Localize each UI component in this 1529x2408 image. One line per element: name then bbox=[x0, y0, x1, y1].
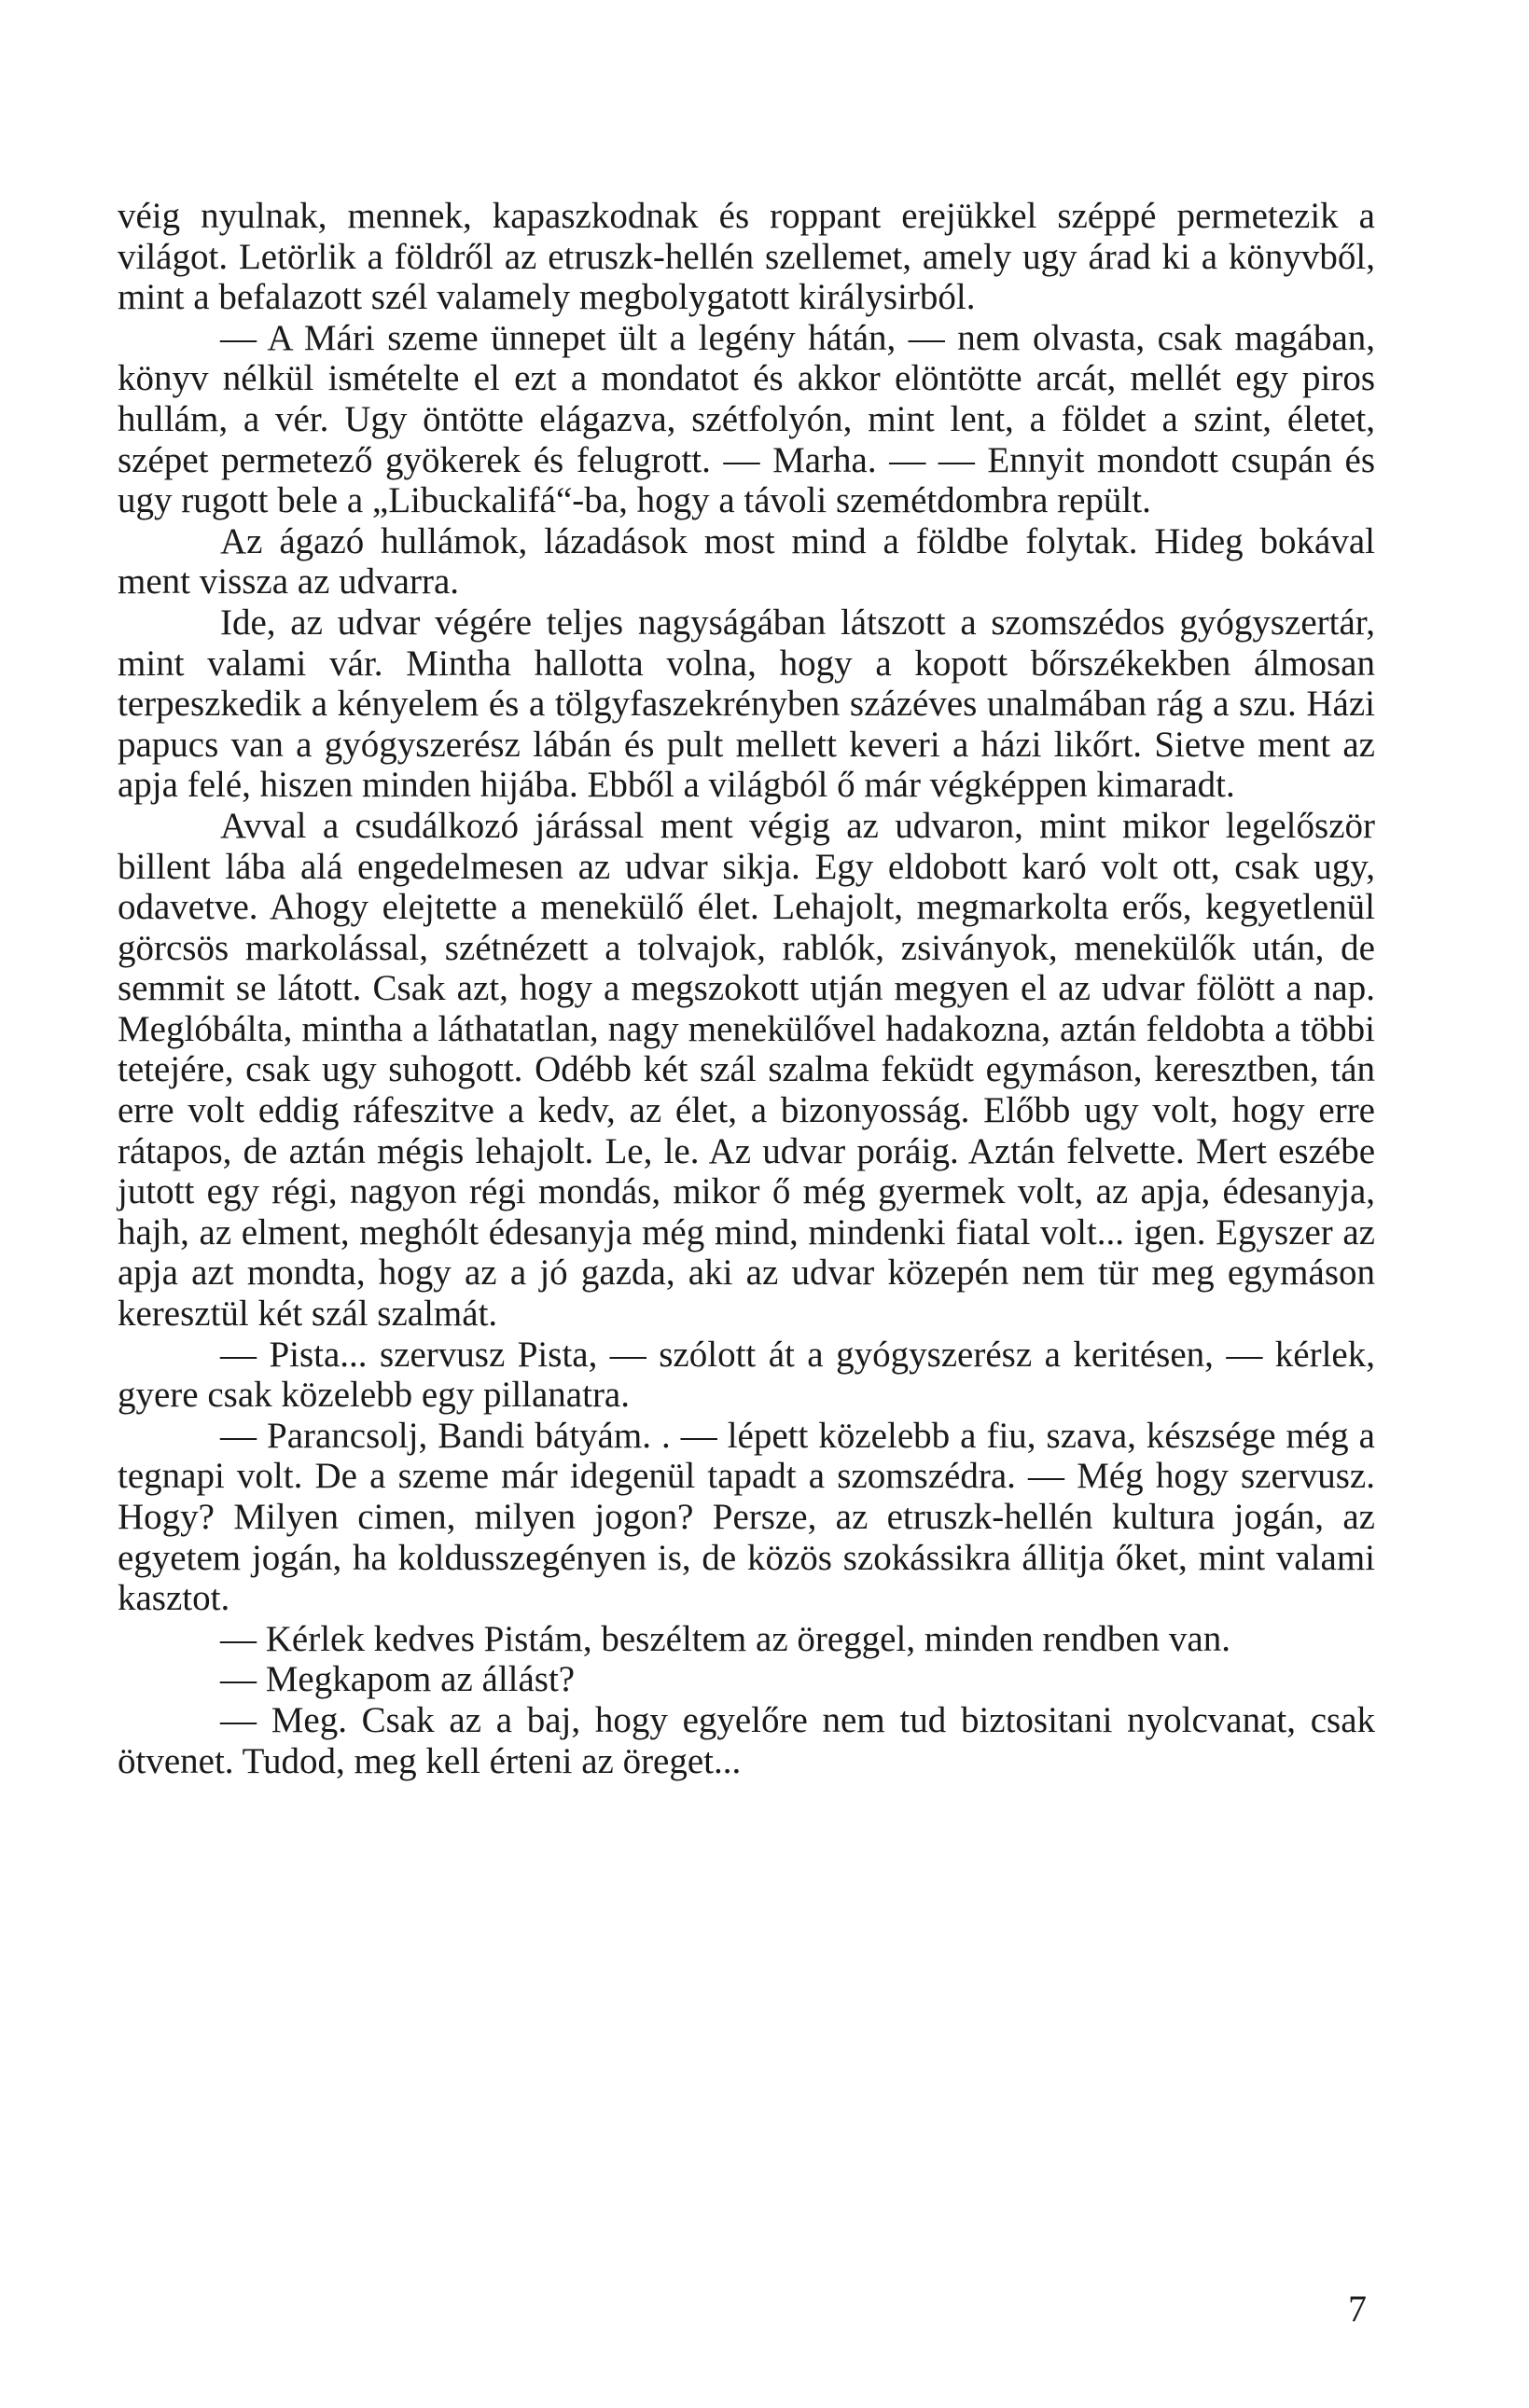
body-text bbox=[118, 196, 1375, 1781]
paragraph-5: Avval a csudálkozó járással ment végig az udvaron, mint mikor legelőször billent lába alá engedelmesen az udvar sikja. Egy eldobott karó volt ott, csak ugy, odavetve. Ahogy elejtette a menekülő élet. Lehajolt, megmarkolta erős, kegyetlenül görcsös markolással, szétnézett a tolvajok, rablók, zsiványok, menekülők után, de semmit se látott. Csak azt, hogy a megszokott utján megyen el az udvar fölött a nap. Meglóbálta, mintha a láthatatlan, nagy menekülővel hadakozna, aztán feldobta a többi tetejére, csak ugy suhogott. Odébb két szál szalma feküdt egymáson, keresztben, tán erre volt eddig ráfeszitve a kedv, az élet, a bizonyosság. Előbb ugy volt, hogy erre rátapos, de aztán mégis lehajolt. Le, le. Az udvar poráig. Aztán felvette. Mert eszébe jutott egy régi, nagyon régi mondás, mikor ő még gyermek volt, az apja, édesanyja, hajh, az elment, meghólt édesanyja még mind, mindenki fiatal volt... igen. Egyszer az apja azt mondta, hogy az a jó gazda, aki az udvar közepén nem tür meg egymáson keresztül két szál szalmát. bbox=[118, 805, 1375, 1335]
paragraph-7: — Parancsolj, Bandi bátyám. . — lépett közelebb a fiu, szava, készsége még a tegnapi volt. De a szeme már idegenül tapadt a szomszédra. — Még hogy szervusz. Hogy? Milyen cimen, milyen jogon? Persze, az etruszk-hellén kultura jogán, az egyetem jogán, ha koldusszegényen is, de közös szokássikra állitja őket, mint valami kasztot. bbox=[118, 1415, 1375, 1619]
paragraph-10: — Meg. Csak az a baj, hogy egyelőre nem tud biztositani nyolcvanat, csak ötvenet. Tudod, meg kell érteni az öreget... bbox=[118, 1699, 1375, 1781]
page-number: 7 bbox=[1348, 2288, 1367, 2330]
paragraph-8: — Kérlek kedves Pistám, beszéltem az öreggel, minden rendben van. bbox=[220, 1618, 1230, 1659]
paragraph-9: — Megkapom az állást? bbox=[220, 1659, 576, 1700]
paragraph-4: Ide, az udvar végére teljes nagyságában látszott a szomszédos gyógyszertár, mint valami vár. Mintha hallotta volna, hogy a kopott bőrszékekben álmosan terpeszkedik a kényelem és a tölgyfaszekrényben százéves unalmában rág a szu. Házi papucs van a gyógyszerész lábán és pult mellett keveri a házi likőrt. Sietve ment az apja felé, hiszen minden hijába. Ebből a világból ő már végképpen kimaradt. bbox=[118, 602, 1375, 806]
paragraph-6: — Pista... szervusz Pista, — szólott át a gyógyszerész a keritésen, — kérlek, gyere csak közelebb egy pillanatra. bbox=[118, 1334, 1375, 1416]
paragraph-3: Az ágazó hullámok, lázadások most mind a földbe folytak. Hideg bokával ment vissza az udvarra. bbox=[118, 520, 1375, 602]
paragraph-1: véig nyulnak, mennek, kapaszkodnak és roppant erejükkel széppé permetezik a világot. Letörlik a földről az etruszk-hellén szellemet, amely ugy árad ki a könyvből, mint a befalazott szél valamely megbolygatott királysirból. bbox=[118, 196, 1375, 318]
paragraph-2: — A Mári szeme ünnepet ült a legény hátán, — nem olvasta, csak magában, könyv nélkül ismételte el ezt a mondatot és akkor elöntötte arcát, mellét egy piros hullám, a vér. Ugy öntötte elágazva, szétfolyón, mint lent, a földet a szint, életet, szépet permetező gyökerek és felugrott. — Marha. — — Ennyit mondott csupán és ugy rugott bele a „Libuckalifá“-ba, hogy a távoli szemétdombra repült. bbox=[118, 317, 1375, 521]
